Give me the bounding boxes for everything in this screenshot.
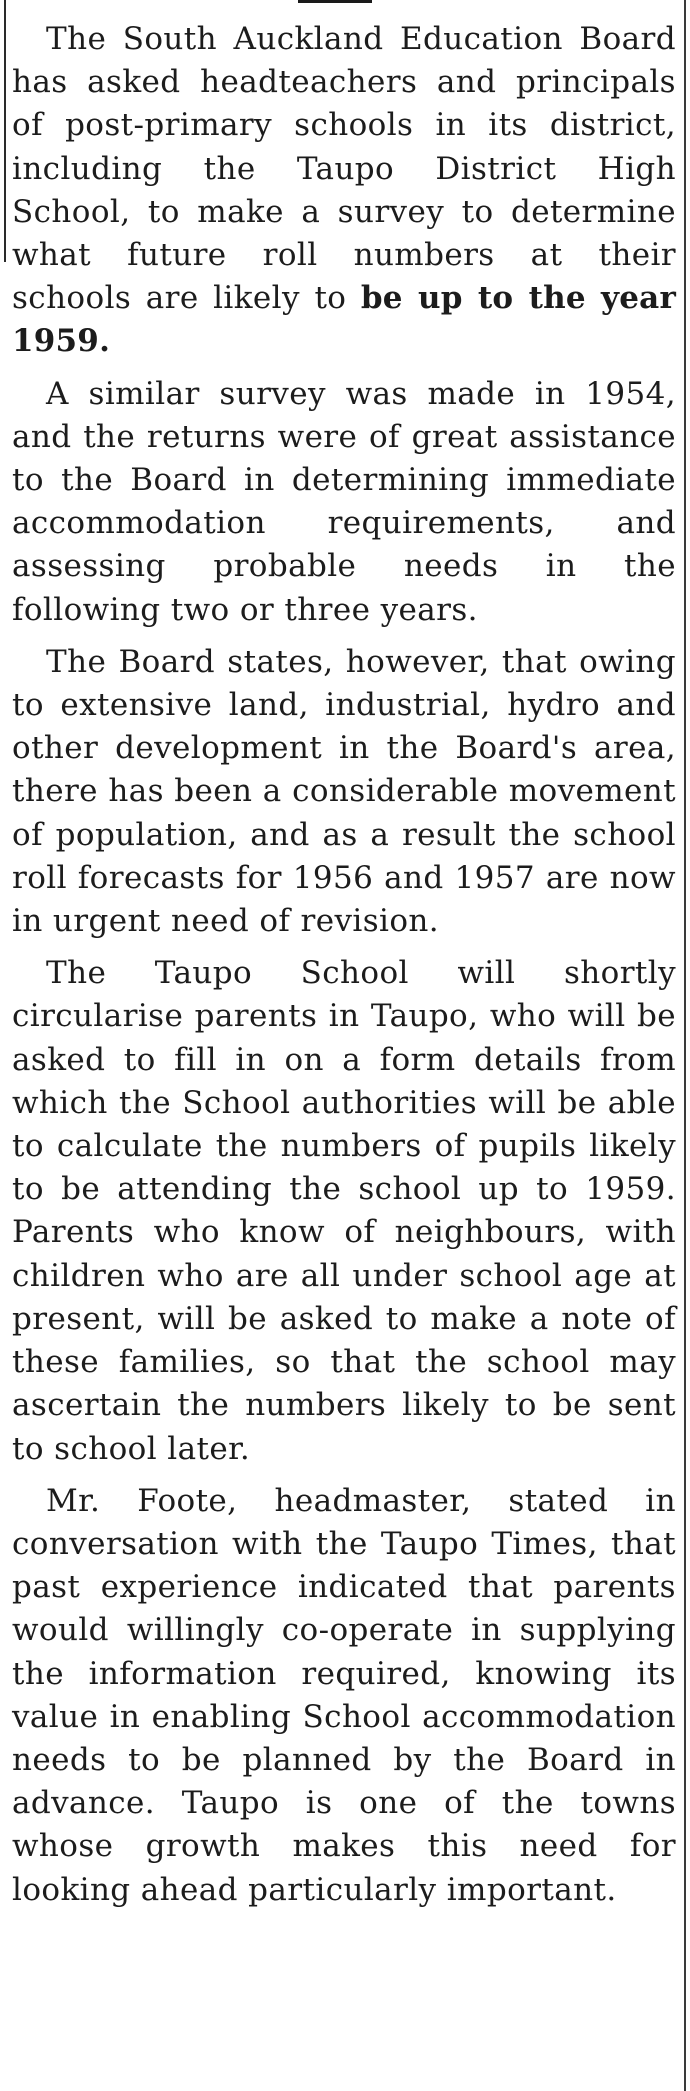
paragraph-headmaster-statement: Mr. Foote, headmaster, stated in conversation with the Taupo Times, that past experience indicated that parents would willingly co-operate in supplying the information required, knowing its value in enabling School accommodation needs to be planned by the Board in advance. Taupo is one of the towns whose growth makes this need for looking ahead particularly important. bbox=[12, 1482, 676, 1908]
article-body bbox=[12, 18, 676, 1921]
left-column-rule bbox=[4, 0, 6, 262]
paragraph-survey-request bbox=[12, 18, 676, 364]
right-column-rule bbox=[684, 0, 686, 2091]
paragraph-bold-tail: be up to the year 1959. bbox=[12, 280, 676, 360]
paragraph-population-movement: The Board states, however, that owing to extensive land, industrial, hydro and other development in the Board's area, there has been a considerable movement of population, and as a result the school roll forecasts for 1956 and 1957 are now in urgent need of revision. bbox=[12, 643, 676, 940]
paragraph-previous-survey: A similar survey was made in 1954, and the returns were of great assistance to the Board in determining immediate accommodation requirements, and assessing probable needs in the following two or three years. bbox=[12, 375, 676, 628]
paragraph-text: The South Auckland Education Board has asked headteachers and principals of post-primary schools in its district, including the Taupo District High School, to make a survey to determine what future roll numbers at their schools are likely to bbox=[12, 21, 676, 317]
top-column-rule bbox=[298, 0, 372, 3]
paragraph-taupo-circular: The Taupo School will shortly circularise parents in Taupo, who will be asked to fill in on a form details from which the School authorities will be able to calculate the numbers of pupils likely to be attending the school up to 1959. Parents who know of neighbours, with children who are all under school age at present, will be asked to make a note of these families, so that the school may ascertain the numbers likely to be sent to school later. bbox=[12, 955, 676, 1467]
